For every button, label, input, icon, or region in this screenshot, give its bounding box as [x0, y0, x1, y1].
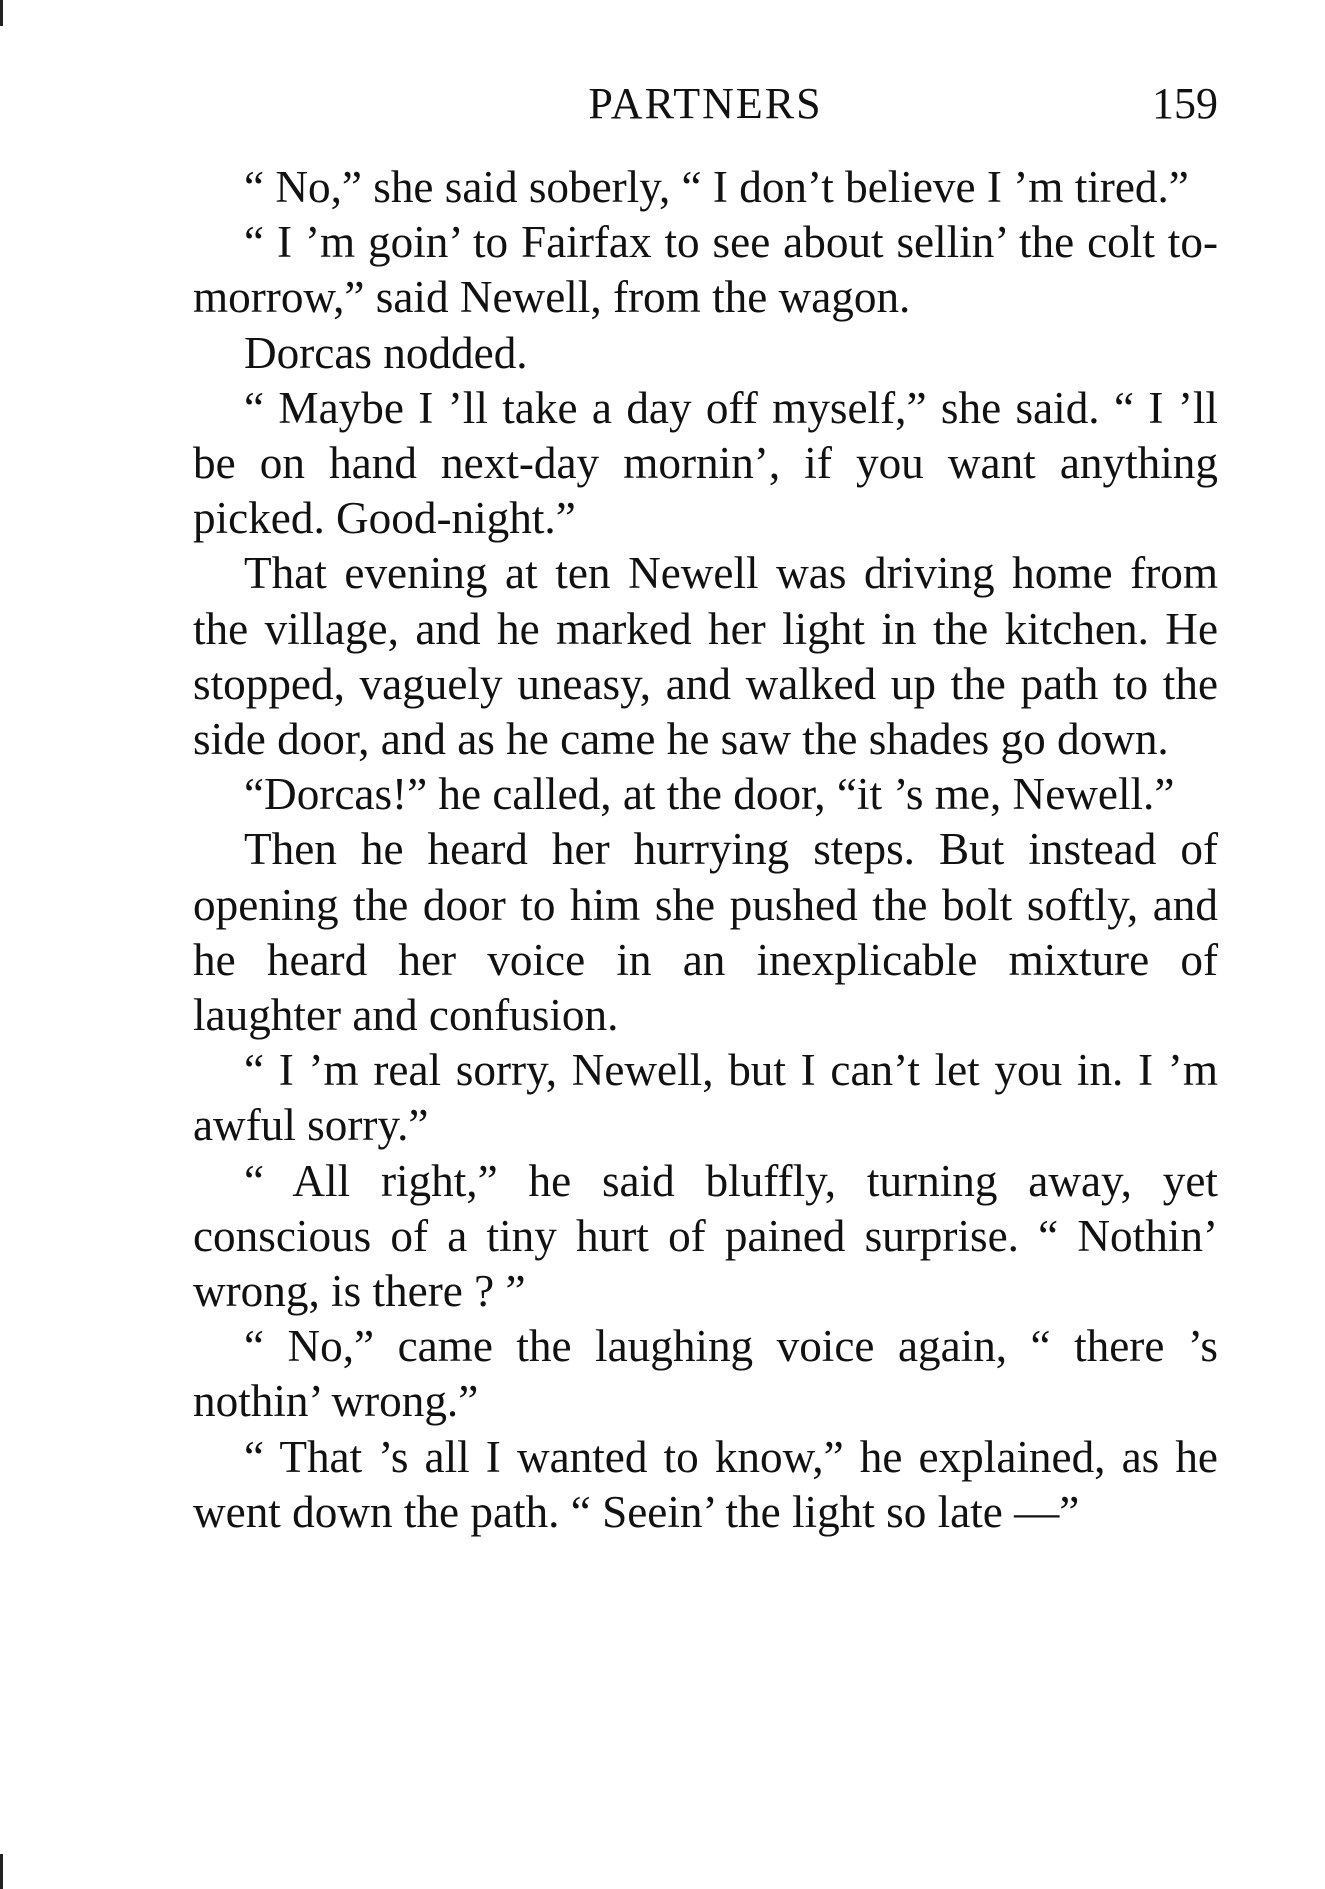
scan-edge-mark [0, 0, 3, 26]
running-title: PARTNERS [588, 79, 823, 128]
paragraph: Dorcas nodded. [244, 327, 528, 378]
paragraph: “Dorcas!” he called, at the door, “it ’s me, Newell.” [244, 769, 1175, 820]
paragraph: Then he heard her hurrying steps. But instead of opening the door to him she pushed the bolt softly, and he heard her voice in an inexplicable mixture of laughter and confusion. [193, 824, 1218, 1041]
paragraph: “ No,” came the laughing voice again, “ there ’s nothin’ wrong.” [193, 1321, 1218, 1427]
paragraph: “ I ’m real sorry, Newell, but I can’t let you in. I ’m awful sorry.” [193, 1045, 1218, 1151]
paragraph: “ That ’s all I wanted to know,” he explained, as he went down the path. “ Seein’ the light so late —” [193, 1431, 1218, 1537]
paragraph: That evening at ten Newell was driving home from the village, and he marked her light in the kitchen. He stopped, vaguely uneasy, and walked up the path to the side door, and as he came he saw the shades go down. [193, 548, 1218, 765]
paragraph: “ All right,” he said bluffly, turning away, yet conscious of a tiny hurt of pained surprise. “ Nothin’ wrong, is there ? ” [193, 1155, 1218, 1317]
paragraph: “ No,” she said soberly, “ I don’t believe I ’m tired.” [244, 162, 1189, 212]
running-head [193, 78, 1218, 138]
scan-edge-mark [0, 1854, 3, 1889]
page-number: 159 [1152, 79, 1218, 128]
paragraph: “ I ’m goin’ to Fairfax to see about sellin’ the colt to-morrow,” said Newell, from the wagon. [193, 217, 1218, 323]
paragraph: “ Maybe I ’ll take a day off myself,” she said. “ I ’ll be on hand next-day mornin’, if you want anything picked. Good-night.” [193, 382, 1218, 544]
body-text [193, 160, 1218, 1540]
